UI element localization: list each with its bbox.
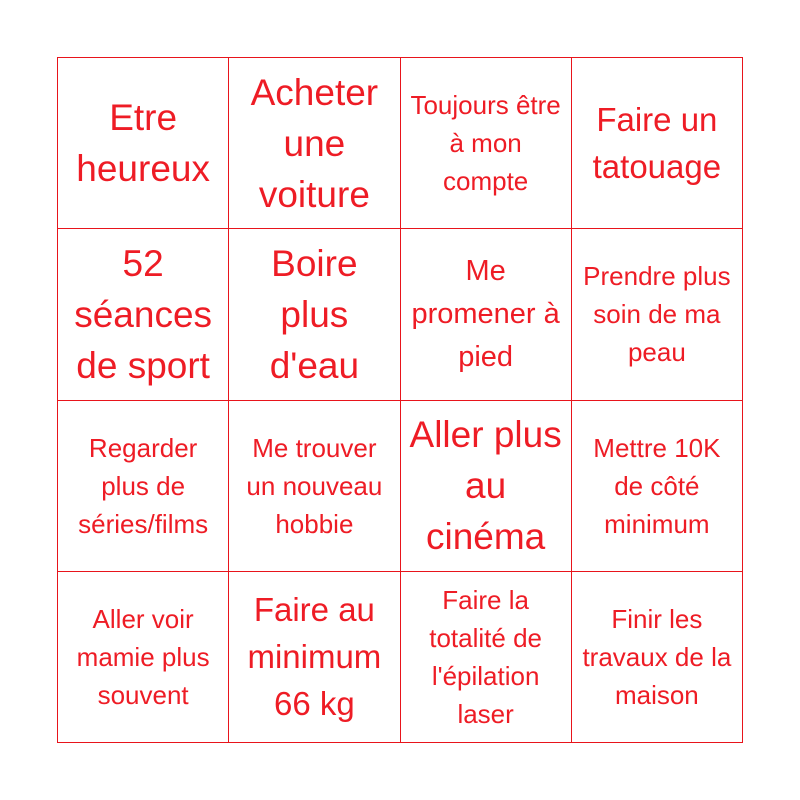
bingo-cell[interactable]	[401, 401, 572, 572]
cell-text: Etre heureux	[76, 97, 210, 190]
bingo-cell[interactable]	[58, 229, 229, 400]
cell-text: 52 séances de sport	[74, 242, 213, 386]
bingo-board	[57, 57, 743, 743]
bingo-cell[interactable]	[401, 572, 572, 743]
bingo-cell[interactable]	[572, 572, 743, 743]
cell-text: Me trouver un nouveau hobbie	[246, 432, 383, 539]
cell-text: Prendre plus soin de ma peau	[583, 261, 731, 368]
cell-text: Toujours être à mon compte	[410, 90, 561, 197]
cell-text: Regarder plus de séries/films	[78, 432, 209, 539]
bingo-cell[interactable]	[572, 229, 743, 400]
bingo-cell[interactable]	[58, 572, 229, 743]
cell-text: Mettre 10K de côté minimum	[593, 432, 721, 539]
cell-text: Aller plus au cinéma	[409, 414, 562, 558]
cell-text: Boire plus d'eau	[269, 242, 360, 386]
bingo-cell[interactable]	[229, 401, 400, 572]
bingo-cell[interactable]	[229, 572, 400, 743]
cell-text: Faire au minimum 66 kg	[247, 591, 382, 723]
cell-text: Aller voir mamie plus souvent	[76, 603, 210, 710]
bingo-cell[interactable]	[58, 58, 229, 229]
cell-text: Finir les travaux de la maison	[582, 603, 732, 710]
bingo-cell[interactable]	[401, 58, 572, 229]
bingo-cell[interactable]	[229, 229, 400, 400]
bingo-cell[interactable]	[229, 58, 400, 229]
cell-text: Faire un tatouage	[592, 101, 722, 186]
bingo-cell[interactable]	[58, 401, 229, 572]
cell-text: Me promener à pied	[411, 254, 560, 373]
cell-text: Faire la totalité de l'épilation laser	[429, 584, 542, 729]
bingo-cell[interactable]	[572, 58, 743, 229]
cell-text: Acheter une voiture	[250, 71, 379, 215]
bingo-cell[interactable]	[401, 229, 572, 400]
bingo-cell[interactable]	[572, 401, 743, 572]
